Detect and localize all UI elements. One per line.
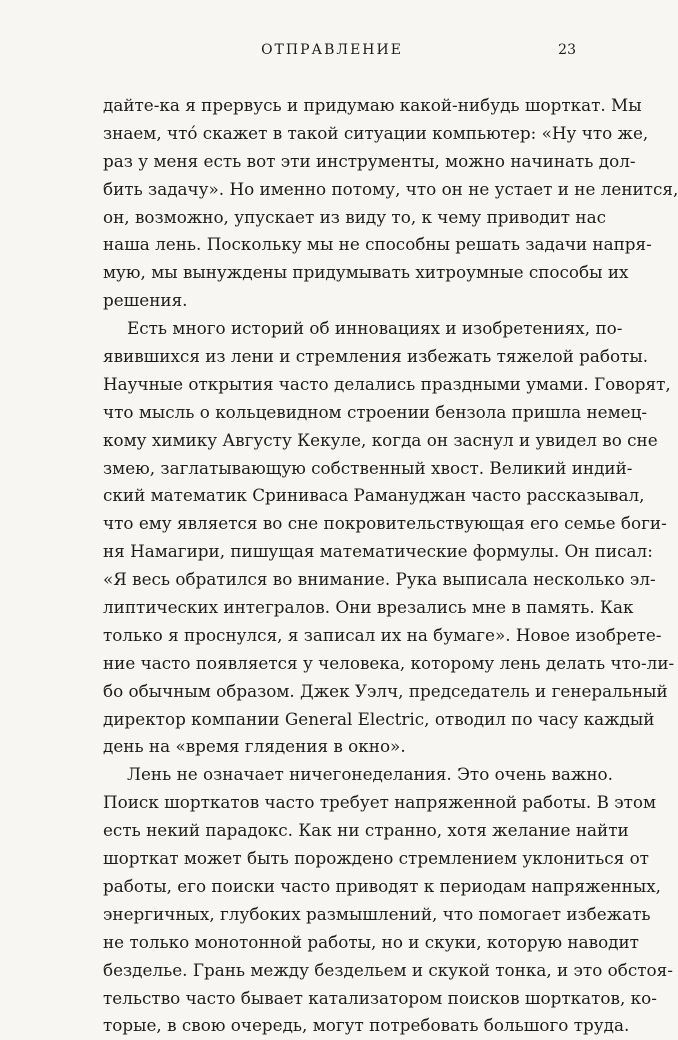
text-line: ние часто появляется у человека, которому лень делать что-ли- <box>103 652 675 673</box>
text-line: ский математик Сриниваса Рамануджан часто рассказывал, <box>103 485 645 506</box>
text-line: есть некий парадокс. Как ни странно, хотя желание найти <box>103 820 629 841</box>
page-number: 23 <box>558 42 576 58</box>
text-line: бо обычным образом. Джек Уэлч, председатель и генеральный <box>103 680 668 701</box>
text-line: бить задачу». Но именно потому, что он не устает и не ленится, <box>103 178 678 199</box>
text-line: только я проснулся, я записал их на бумаге». Новое изобрете- <box>103 624 662 645</box>
text-line: змею, заглатывающую собственный хвост. Великий индий- <box>103 457 633 478</box>
text-line: работы, его поиски часто приводят к периодам напряженных, <box>103 875 662 896</box>
running-head <box>0 42 664 64</box>
text-line: раз у меня есть вот эти инструменты, можно начинать дол- <box>103 150 636 171</box>
text-line: наша лень. Поскольку мы не способны решать задачи напря- <box>103 234 652 255</box>
section-title: ОТПРАВЛЕНИЕ <box>261 42 403 58</box>
text-line: кому химику Августу Кекуле, когда он заснул и увидел во сне <box>103 429 658 450</box>
text-line: липтических интегралов. Они врезались мне в память. Как <box>103 597 634 618</box>
text-line: Научные открытия часто делались праздными умами. Говорят, <box>103 373 671 394</box>
body-text <box>103 92 678 1040</box>
text-line: тельство часто бывает катализатором поисков шорткатов, ко- <box>103 987 657 1008</box>
paragraph <box>103 92 678 315</box>
text-line: не только монотонной работы, но и скуки, которую наводит <box>103 931 639 952</box>
text-line: знаем, что́ скажет в такой ситуации компьютер: «Ну что же, <box>103 122 649 143</box>
text-line: что ему является во сне покровительствующая его семье боги- <box>103 513 667 534</box>
paragraph <box>103 761 673 1040</box>
paragraph <box>103 315 675 761</box>
text-line: он, возможно, упускает из виду то, к чему приводит нас <box>103 206 606 227</box>
text-line: шорткат может быть порождено стремлением уклониться от <box>103 848 649 869</box>
text-line: «Я весь обратился во внимание. Рука выписала несколько эл- <box>103 569 656 590</box>
text-line: торые, в свою очередь, могут потребовать большого труда. <box>103 1015 630 1036</box>
text-line: Поиск шорткатов часто требует напряженной работы. В этом <box>103 792 657 813</box>
text-line: мую, мы вынуждены придумывать хитроумные способы их <box>103 262 629 283</box>
text-line: решения. <box>103 290 188 311</box>
text-line: директор компании General Electric, отводил по часу каждый <box>103 708 655 729</box>
text-line: ня Намагири, пишущая математические формулы. Он писал: <box>103 541 653 562</box>
text-line: Лень не означает ничегонеделания. Это очень важно. <box>127 764 613 785</box>
text-line: энергичных, глубоких размышлений, что помогает избежать <box>103 903 651 924</box>
text-line: безделье. Грань между бездельем и скукой тонка, и это обстоя- <box>103 959 673 980</box>
text-line: дайте-ка я прервусь и придумаю какой-нибудь шорткат. Мы <box>103 95 642 115</box>
text-line: явившихся из лени и стремления избежать тяжелой работы. <box>103 346 649 367</box>
text-line: что мысль о кольцевидном строении бензола пришла немец- <box>103 401 648 422</box>
text-line: день на «время глядения в окно». <box>103 736 406 757</box>
text-line: Есть много историй об инновациях и изобретениях, по- <box>127 318 623 339</box>
